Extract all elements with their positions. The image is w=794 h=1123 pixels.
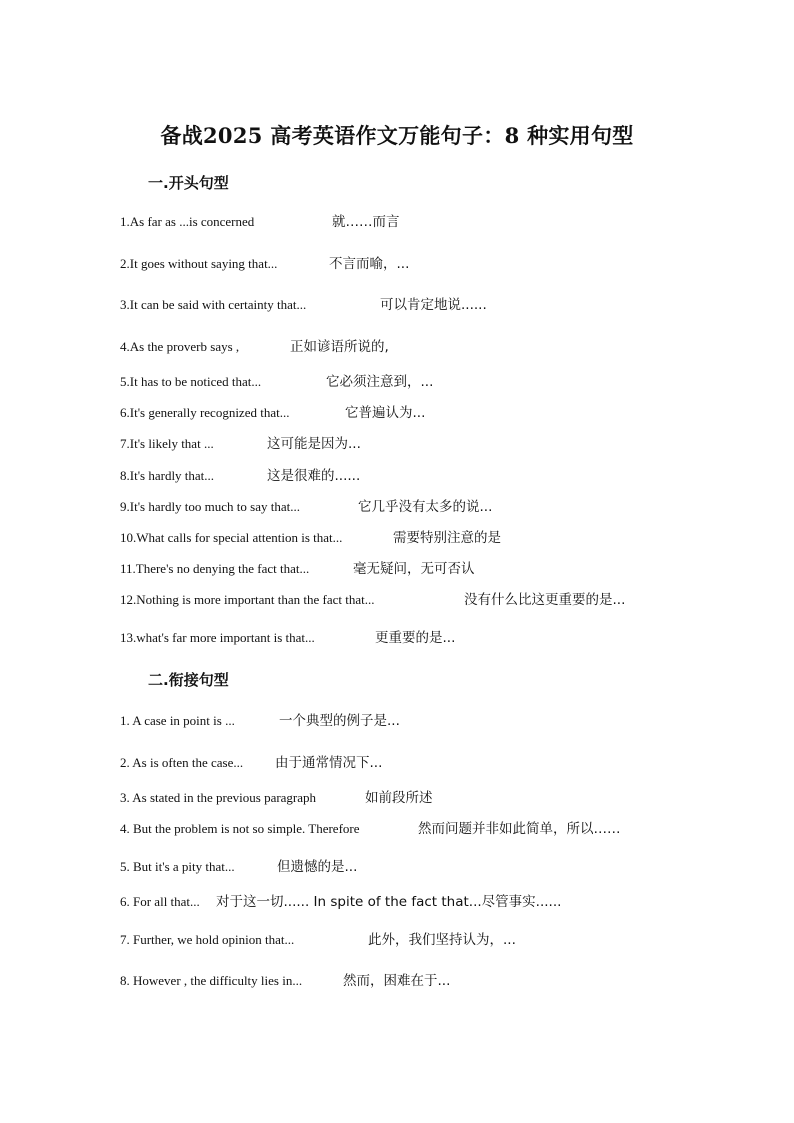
chinese-translation: 没有什么比这更重要的是... — [464, 592, 626, 608]
english-phrase: 1.As far as ...is concerned — [120, 214, 255, 229]
english-phrase: 9.It's hardly too much to say that... — [120, 499, 300, 514]
chinese-translation: 这可能是因为... — [267, 436, 361, 452]
section-heading-opening: 一.开头句型 — [148, 174, 229, 192]
list-item — [120, 789, 433, 807]
chinese-translation: 此外，我们坚持认为，... — [368, 932, 516, 948]
chinese-translation: 它必须注意到，... — [326, 374, 434, 390]
list-item — [120, 629, 455, 647]
english-phrase: 7.It's likely that ... — [120, 436, 214, 451]
chinese-translation: 正如谚语所说的, — [290, 339, 389, 355]
english-phrase: 8. However , the difficulty lies in... — [120, 973, 303, 988]
list-item — [120, 498, 492, 516]
english-phrase: 1. A case in point is ... — [120, 713, 235, 728]
list-item — [120, 560, 475, 578]
document-title: 备战2025 高考英语作文万能句子：8 种实用句型 — [160, 123, 634, 148]
english-phrase: 5. But it's a pity that... — [120, 859, 235, 874]
chinese-translation: 然而问题并非如此简单，所以…… — [418, 821, 621, 837]
english-phrase: 6.It's generally recognized that... — [120, 405, 290, 420]
chinese-translation: 需要特别注意的是 — [393, 530, 501, 546]
chinese-translation: 一个典型的例子是... — [279, 713, 400, 729]
chinese-translation: 它几乎没有太多的说... — [358, 499, 493, 515]
section-heading-transition: 二.衔接句型 — [148, 671, 229, 689]
list-item — [120, 754, 382, 772]
list-item — [120, 931, 516, 949]
chinese-translation: 不言而喻，... — [329, 256, 410, 272]
list-item — [120, 296, 487, 314]
english-phrase: 3. As stated in the previous paragraph — [120, 790, 317, 805]
list-item — [120, 255, 409, 273]
english-phrase: 6. For all that... — [120, 894, 200, 909]
list-item — [120, 435, 361, 453]
chinese-translation: 更重要的是... — [375, 630, 456, 646]
chinese-translation: 它普遍认为... — [345, 405, 426, 421]
list-item — [120, 373, 433, 391]
english-phrase: 3.It can be said with certainty that... — [120, 297, 307, 312]
list-item — [120, 591, 625, 609]
chinese-translation: 由于通常情况下... — [275, 755, 383, 771]
english-phrase: 8.It's hardly that... — [120, 468, 215, 483]
chinese-translation: 可以肯定地说...... — [380, 297, 487, 313]
list-item — [120, 893, 561, 911]
list-item — [120, 529, 501, 547]
list-item — [120, 712, 400, 730]
chinese-translation: 这是很难的...... — [267, 468, 361, 484]
english-phrase: 5.It has to be noticed that... — [120, 374, 262, 389]
list-item — [120, 820, 621, 838]
english-phrase: 13.what's far more important is that... — [120, 630, 315, 645]
english-phrase: 4.As the proverb says , — [120, 339, 240, 354]
english-phrase: 4. But the problem is not so simple. Therefore — [120, 821, 360, 836]
list-item — [120, 404, 425, 422]
english-phrase: 7. Further, we hold opinion that... — [120, 932, 295, 947]
chinese-translation: 但遗憾的是... — [277, 859, 358, 875]
chinese-translation: 毫无疑问，无可否认 — [353, 561, 475, 577]
english-phrase: 2.It goes without saying that... — [120, 256, 278, 271]
english-phrase: 2. As is often the case... — [120, 755, 244, 770]
english-phrase: 10.What calls for special attention is that... — [120, 530, 343, 545]
list-item — [120, 338, 389, 356]
english-phrase: 11.There's no denying the fact that... — [120, 561, 310, 576]
list-item — [120, 467, 360, 485]
chinese-translation: 就……而言 — [332, 214, 400, 230]
list-item — [120, 213, 400, 231]
chinese-translation: 如前段所述 — [365, 790, 433, 806]
english-phrase: 12.Nothing is more important than the fact that... — [120, 592, 375, 607]
chinese-translation: 然而，困难在于... — [343, 973, 451, 989]
chinese-translation: 对于这一切...... In spite of the fact that...尽管事实...... — [216, 894, 562, 910]
list-item — [120, 858, 357, 876]
list-item — [120, 972, 450, 990]
